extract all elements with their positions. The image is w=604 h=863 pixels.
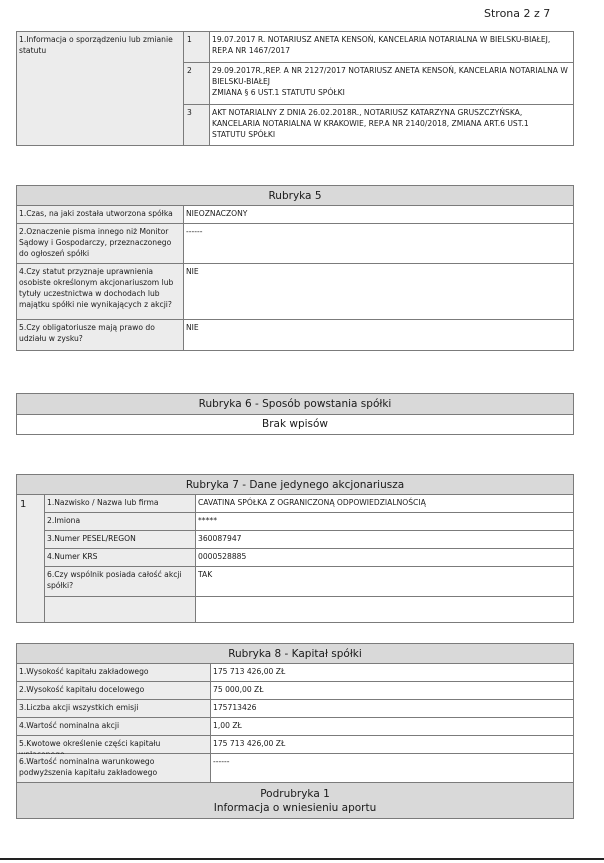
row-value: NIEOZNACZONY: [186, 209, 248, 218]
table-row-empty: [45, 597, 573, 622]
podrubryka-header: [16, 783, 574, 819]
table-row: [45, 513, 573, 531]
row-label: 4.Wartość nominalna akcji: [17, 718, 211, 735]
rubryka-7-table: [16, 495, 574, 623]
shareholder-index: 1: [17, 495, 45, 622]
table-row: [45, 567, 573, 597]
statute-entry: [184, 32, 573, 63]
podrubryka-title: Podrubryka 1: [260, 788, 330, 800]
rubryka-6-section: [16, 393, 574, 435]
table-row: [17, 206, 573, 224]
table-row: [45, 495, 573, 513]
no-entries-text: Brak wpisów: [16, 415, 574, 435]
table-row: [17, 264, 573, 320]
row-label: 3.Numer PESEL/REGON: [45, 531, 196, 548]
row-value: ------: [213, 757, 230, 766]
row-label: 1.Czas, na jaki została utworzona spółka: [17, 206, 184, 223]
row-label: 1.Wysokość kapitału zakładowego: [17, 664, 211, 681]
row-label: 2.Wysokość kapitału docelowego: [17, 682, 211, 699]
row-value: 175 713 426,00 ZŁ: [213, 739, 286, 748]
rubryka-5-title: Rubryka 5: [16, 185, 574, 206]
table-row: [17, 754, 573, 782]
row-label: 4.Czy statut przyznaje uprawnienia osobiste określonym akcjonariuszom lub tytuły uczestnictwa w dochodach lub majątku spółki nie wynikających z akcji?: [17, 264, 184, 319]
entry-number: 2: [184, 63, 210, 104]
entry-line: AKT NOTARIALNY Z DNIA 26.02.2018R., NOTARIUSZ KATARZYNA GRUSZCZYŃSKA,: [212, 108, 523, 117]
shareholder-rows: [45, 495, 573, 622]
row-value: *****: [198, 516, 217, 525]
table-row: [17, 224, 573, 264]
statute-changes-entries: [184, 32, 573, 145]
entry-line: 19.07.2017 R. NOTARIUSZ ANETA KENSOŃ, KANCELARIA NOTARIALNA W BIELSKU-BIAŁEJ,: [212, 35, 551, 44]
entry-line: KANCELARIA NOTARIALNA W KRAKOWIE, REP.A NR 2140/2018, ZMIANA ART.6 UST.1: [212, 119, 529, 128]
row-label: 3.Liczba akcji wszystkich emisji: [17, 700, 211, 717]
row-value: ------: [186, 227, 203, 236]
row-label: 4.Numer KRS: [45, 549, 196, 566]
table-row: [17, 682, 573, 700]
statute-changes-label: 1.Informacja o sporządzeniu lub zmianie statutu: [17, 32, 184, 145]
row-value: CAVATINA SPÓŁKA Z OGRANICZONĄ ODPOWIEDZIALNOŚCIĄ: [198, 498, 426, 507]
entry-line: REP.A NR 1467/2017: [212, 46, 291, 55]
row-value: TAK: [198, 570, 213, 579]
table-row: [17, 320, 573, 350]
rubryka-8-title: Rubryka 8 - Kapitał spółki: [16, 643, 574, 664]
row-label: 5.Czy obligatoriusze mają prawo do udziału w zysku?: [17, 320, 184, 350]
rubryka-8-table: [16, 664, 574, 783]
row-value: NIE: [186, 267, 199, 276]
row-label: 1.Nazwisko / Nazwa lub firma: [45, 495, 196, 512]
rubryka-6-title: Rubryka 6 - Sposób powstania spółki: [16, 393, 574, 415]
entry-line: ZMIANA § 6 UST.1 STATUTU SPÓŁKI: [212, 88, 345, 97]
row-value: 1,00 ZŁ: [213, 721, 242, 730]
entry-line: STATUTU SPÓŁKI: [212, 130, 276, 139]
page-bottom-divider: [0, 858, 604, 860]
page-number: Strona 2 z 7: [484, 7, 551, 20]
table-row: [17, 718, 573, 736]
rubryka-7-section: [16, 474, 574, 623]
rubryka-8-section: [16, 643, 574, 819]
row-value: NIE: [186, 323, 199, 332]
statute-entry: [184, 105, 573, 145]
statute-entry: [184, 63, 573, 105]
row-value: 175 713 426,00 ZŁ: [213, 667, 286, 676]
row-value: 175713426: [213, 703, 257, 712]
entry-line: BIELSKU-BIAŁEJ: [212, 77, 271, 86]
rubryka-5-table: [16, 206, 574, 351]
rubryka-5-section: [16, 185, 574, 351]
table-row: [17, 664, 573, 682]
rubryka-7-title: Rubryka 7 - Dane jedynego akcjonariusza: [16, 474, 574, 495]
entry-line: 29.09.2017R.,REP. A NR 2127/2017 NOTARIUSZ ANETA KENSOŃ, KANCELARIA NOTARIALNA W: [212, 66, 568, 75]
table-row: [45, 531, 573, 549]
row-label: 6.Wartość nominalna warunkowego podwyższenia kapitału zakładowego: [17, 754, 211, 782]
entry-text: [210, 32, 573, 62]
entry-number: 1: [184, 32, 210, 62]
row-value: 75 000,00 ZŁ: [213, 685, 264, 694]
entry-number: 3: [184, 105, 210, 145]
row-label: 5.Kwotowe określenie części kapitału: [17, 736, 211, 753]
table-row: [17, 736, 573, 754]
row-value: 0000528885: [198, 552, 247, 561]
table-row: [17, 700, 573, 718]
statute-changes-section: [16, 31, 574, 146]
row-value: [196, 597, 573, 622]
row-label: 2.Imiona: [45, 513, 196, 530]
row-label: 6.Czy wspólnik posiada całość akcji spółki?: [45, 567, 196, 596]
row-label: [45, 597, 196, 622]
entry-text: [210, 105, 573, 145]
podrubryka-subtitle: Informacja o wniesieniu aportu: [213, 802, 377, 814]
table-row: [45, 549, 573, 567]
row-value: 360087947: [198, 534, 242, 543]
row-label: 2.Oznaczenie pisma innego niż Monitor Sądowy i Gospodarczy, przeznaczonego do ogłoszeń spółki: [17, 224, 184, 263]
entry-text: [210, 63, 573, 104]
